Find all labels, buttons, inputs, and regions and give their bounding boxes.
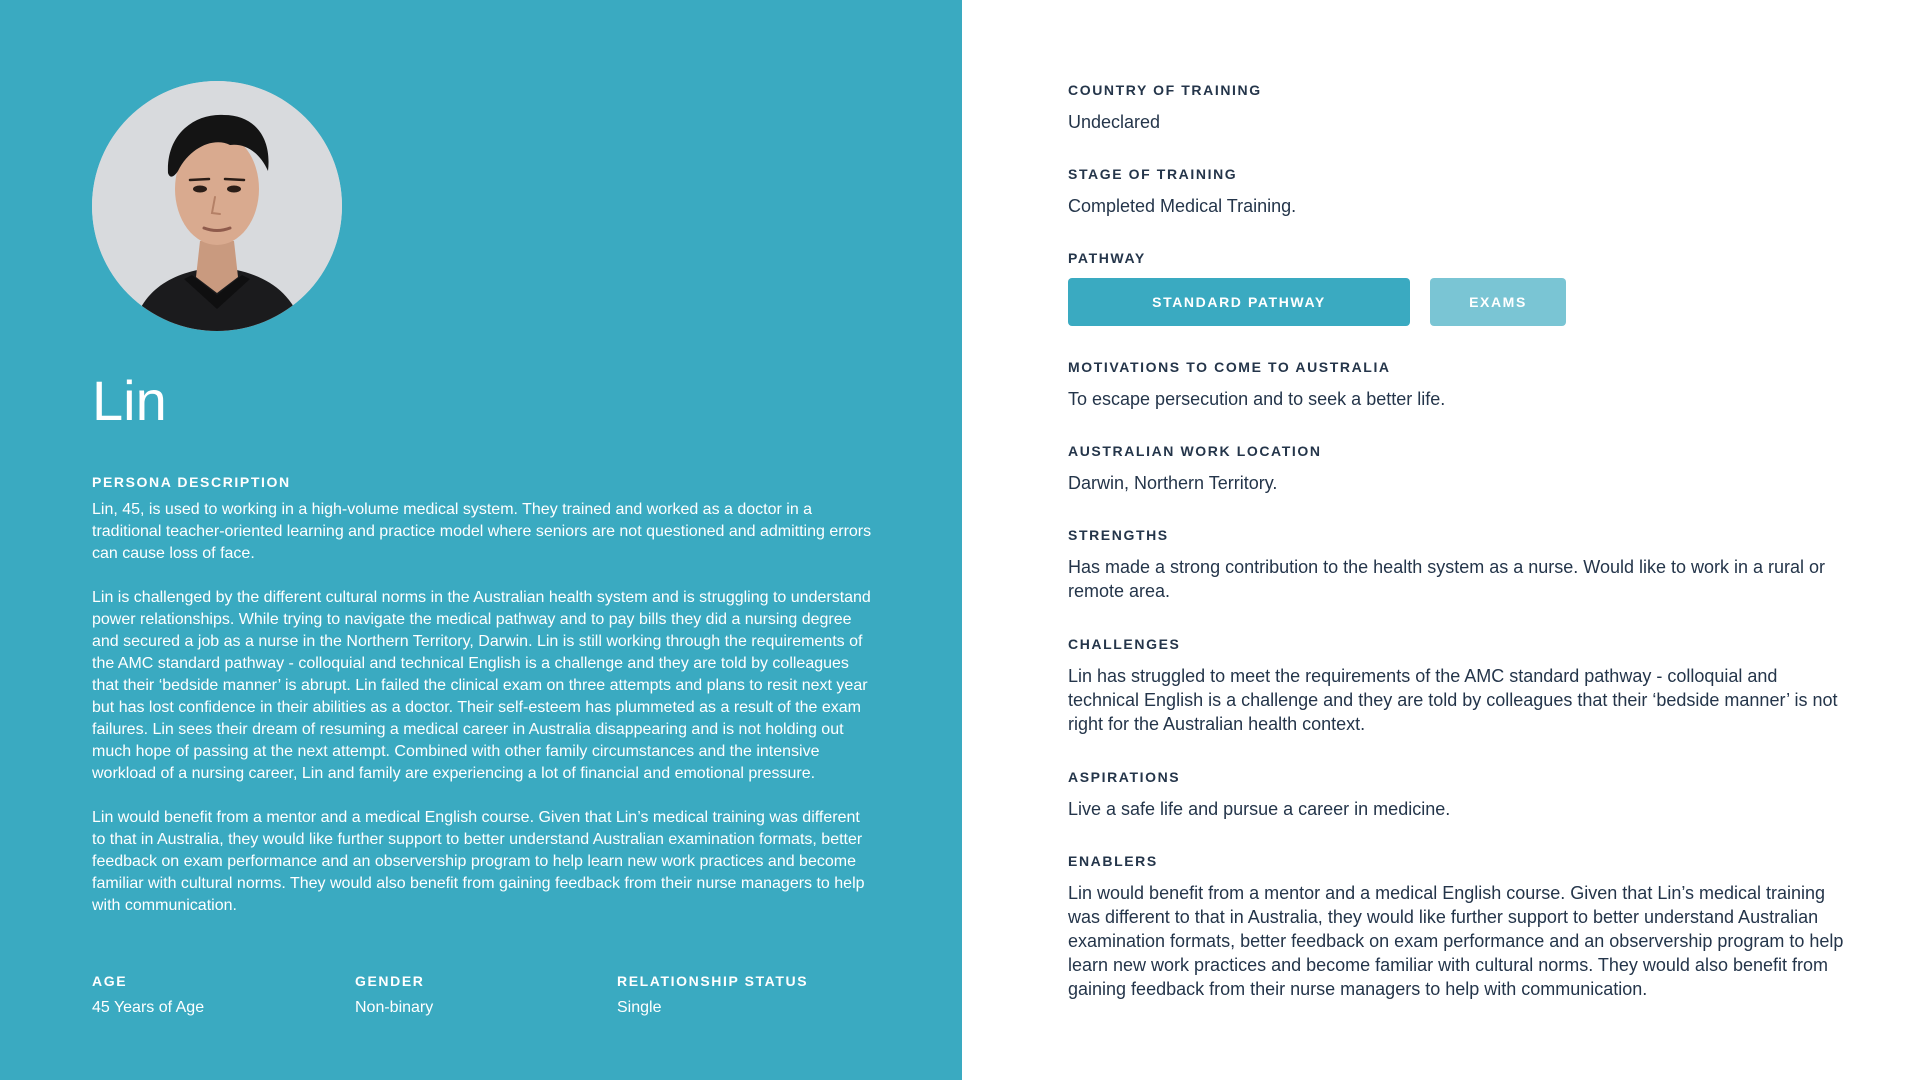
- age-value: 45 Years of Age: [92, 999, 205, 1016]
- strengths-value: Has made a strong contribution to the health system as a nurse. Would like to work in a rural or remote area.: [1068, 557, 1826, 601]
- persona-avatar: [92, 81, 342, 331]
- gender-fact: [355, 973, 433, 1017]
- age-label: AGE: [92, 973, 128, 989]
- details-panel: [1068, 0, 1850, 1080]
- persona-description: [92, 499, 872, 939]
- relationship-label: RELATIONSHIP STATUS: [617, 973, 809, 989]
- motivations-value: To escape persecution and to seek a better life.: [1068, 389, 1446, 409]
- persona-facts: [92, 973, 892, 1033]
- stage-label: STAGE OF TRAINING: [1068, 166, 1238, 182]
- motivations-section: [1068, 359, 1850, 411]
- location-label: AUSTRALIAN WORK LOCATION: [1068, 443, 1322, 459]
- location-value: Darwin, Northern Territory.: [1068, 473, 1278, 493]
- age-fact: [92, 973, 204, 1017]
- description-paragraph: Lin is challenged by the different cultural norms in the Australian health system and is struggling to understand power relationships. While trying to navigate the medical pathway and to pay bills they did a nursing degree and secured a job as a nurse in the Northern Territory, Darwin. Lin is still working through the requirements of the AMC standard pathway - colloquial and technical English is a challenge and they are told by colleagues that their ‘bedside manner’ is abrupt. Lin failed the clinical exam on three attempts and plans to resit next year but has lost confidence in their abilities as a doctor. Their self-esteem has plummeted as a result of the exam failures. Lin sees their dream of resuming a medical career in Australia disappearing and is not holding out much hope of passing at the next attempt. Combined with other family circumstances and the intensive workload of a nursing career, Lin and family are experiencing a lot of financial and emotional pressure.: [92, 589, 871, 782]
- country-section: [1068, 82, 1850, 134]
- pathway-section: [1068, 250, 1850, 326]
- strengths-label: STRENGTHS: [1068, 527, 1169, 543]
- persona-description-label: PERSONA DESCRIPTION: [92, 474, 291, 490]
- challenges-section: [1068, 636, 1850, 736]
- enablers-section: [1068, 853, 1850, 1001]
- challenges-value: Lin has struggled to meet the requirements of the AMC standard pathway - colloquial and technical English is a challenge and they are told by colleagues that their ‘bedside manner’ is not right for the Australian health context.: [1068, 666, 1838, 734]
- country-value: Undeclared: [1068, 112, 1161, 132]
- stage-value: Completed Medical Training.: [1068, 196, 1297, 216]
- persona-name: Lin: [92, 369, 167, 432]
- exams-button[interactable]: EXAMS: [1430, 278, 1566, 326]
- motivations-label: MOTIVATIONS TO COME TO AUSTRALIA: [1068, 359, 1391, 375]
- description-paragraph: Lin, 45, is used to working in a high-volume medical system. They trained and worked as a doctor in a traditional teacher-oriented learning and practice model where seniors are not questioned and admitting errors can cause loss of face.: [92, 501, 872, 562]
- gender-value: Non-binary: [355, 999, 434, 1016]
- gender-label: GENDER: [355, 973, 425, 989]
- aspirations-section: [1068, 769, 1850, 821]
- country-label: COUNTRY OF TRAINING: [1068, 82, 1262, 98]
- stage-section: [1068, 166, 1850, 218]
- description-paragraph: Lin would benefit from a mentor and a medical English course. Given that Lin’s medical training was different to that in Australia, they would like further support to better understand Australian examination formats, better feedback on exam performance and an observership program to help learn new work practices and become familiar with cultural norms. They would also benefit from gaining feedback from their nurse managers to help with communication.: [92, 809, 865, 914]
- pathway-buttons: [1068, 278, 1850, 326]
- aspirations-label: ASPIRATIONS: [1068, 769, 1181, 785]
- strengths-section: [1068, 527, 1850, 603]
- relationship-value: Single: [617, 999, 662, 1016]
- enablers-label: ENABLERS: [1068, 853, 1158, 869]
- challenges-label: CHALLENGES: [1068, 636, 1181, 652]
- location-section: [1068, 443, 1850, 495]
- aspirations-value: Live a safe life and pursue a career in medicine.: [1068, 799, 1451, 819]
- person-portrait-icon: [92, 81, 342, 331]
- enablers-value: Lin would benefit from a mentor and a medical English course. Given that Lin’s medical training was different to that in Australia, they would like further support to better understand Australian examination formats, better feedback on exam performance and an observership program to help learn new work practices and become familiar with cultural norms. They would also benefit from gaining feedback from their nurse managers to help with communication.: [1068, 883, 1844, 999]
- pathway-label: PATHWAY: [1068, 250, 1146, 266]
- relationship-fact: [617, 973, 808, 1017]
- standard-pathway-button[interactable]: STANDARD PATHWAY: [1068, 278, 1410, 326]
